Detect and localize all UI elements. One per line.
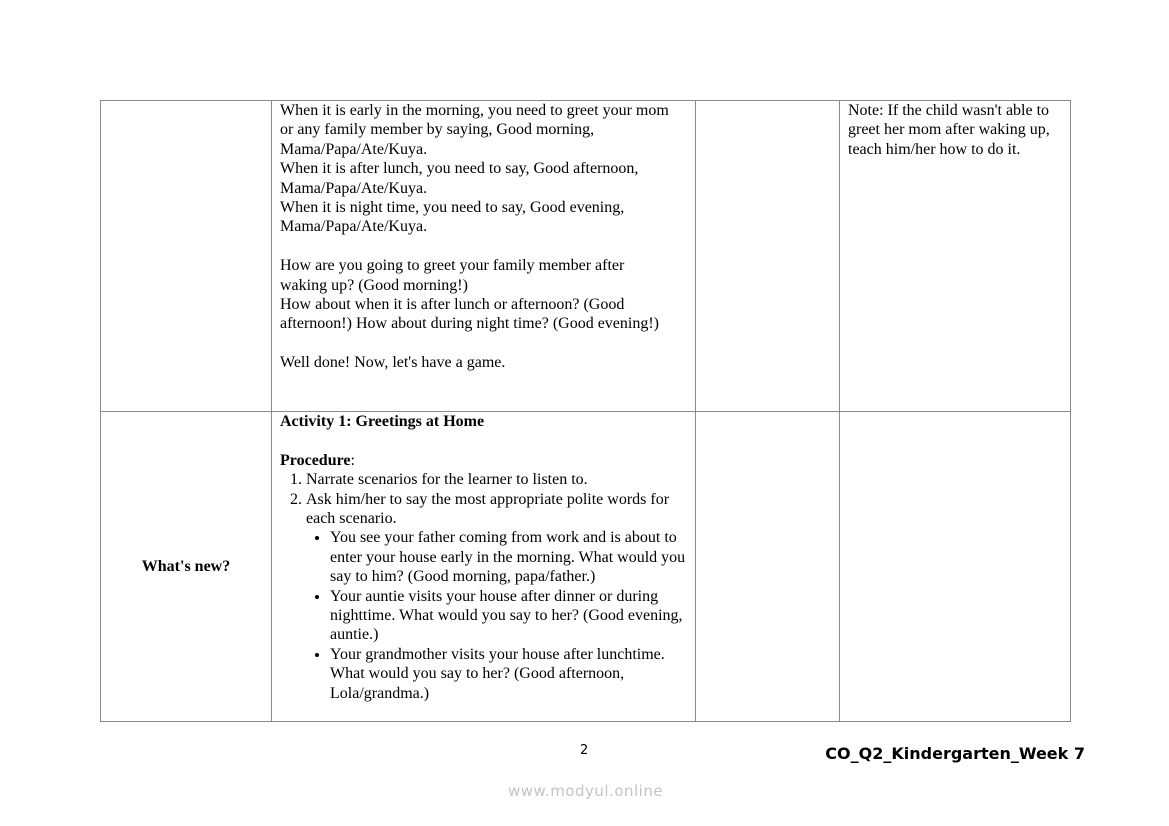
question-line: waking up? (Good morning!) — [280, 276, 468, 294]
text-line: Mama/Papa/Ate/Kuya. — [280, 140, 428, 158]
question-line: How are you going to greet your family member after — [280, 257, 625, 275]
scenario-list — [306, 528, 687, 703]
scenario-item: • Your auntie visits your house after dinner or during nighttime. What would you say to her? (Good evening, auntie.) — [330, 587, 687, 645]
note-cell — [840, 101, 1071, 412]
content-cell — [272, 101, 696, 412]
procedure-label: Procedure — [280, 451, 351, 469]
footer-code: CO_Q2_Kindergarten_Week 7 — [825, 744, 1085, 763]
note-text: Note: If the child wasn't able to greet her mom after waking up, teach him/her how to do it. — [848, 102, 1050, 158]
procedure-steps — [280, 470, 687, 703]
question-line: How about when it is after lunch or afternoon? (Good — [280, 296, 625, 314]
table-row — [101, 412, 1071, 722]
question-line: afternoon!) How about during night time? (Good evening!) — [280, 315, 660, 333]
label-cell — [101, 101, 272, 412]
step-item: 1. Narrate scenarios for the learner to listen to. — [306, 470, 687, 489]
scenario-item: • You see your father coming from work and is about to enter your house early in the morning. What would you say to him? (Good morning, papa/father.) — [330, 528, 687, 586]
scenario-item: • Your grandmother visits your house after lunchtime. What would you say to her? (Good afternoon, Lola/grandma.) — [330, 645, 687, 703]
empty-cell — [696, 412, 840, 722]
lesson-table — [100, 100, 1071, 722]
text-line: Mama/Papa/Ate/Kuya. — [280, 218, 428, 236]
empty-cell — [696, 101, 840, 412]
empty-cell — [840, 412, 1071, 722]
text-line: When it is night time, you need to say, Good evening, — [280, 199, 625, 217]
watermark: www.modyul.online — [508, 782, 664, 800]
closing-line: Well done! Now, let's have a game. — [280, 354, 506, 372]
section-label: What's new? — [101, 412, 272, 722]
step-item: 2. Ask him/her to say the most appropriate polite words for each scenario. • You see your father coming from work and is about to enter your house early in the morning. What would you say to him? (Good morning, papa/father.) • Your auntie visits your house after dinner or during nighttime. What would you say to her? (Good evening, auntie.) • Your grandmother visits your house after lunchtime. What would you say to her? (Good afternoon, Lola/grandma.) — [306, 490, 687, 703]
content-cell: Activity 1: Greetings at Home Procedure: 1. Narrate scenarios for the learner to listen to. 2. Ask him/her to say the most appropriate polite words for each scenario. • You see your father coming from work and is about to enter your house early in the morning. What would you say to him? (Good morning, papa/father.) • Your auntie visits your house after dinner or during nighttime. What would you say to her? (Good evening, auntie.) • Your grandmother visits your house after lunchtime. What would you say to her? (Good afternoon, Lola/grandma.) — [272, 412, 696, 722]
table-row — [101, 101, 1071, 412]
page-number: 2 — [580, 743, 589, 758]
text-line: When it is early in the morning, you need to greet your mom — [280, 102, 669, 119]
activity-title: Activity 1: Greetings at Home — [280, 413, 485, 430]
text-line: or any family member by saying, Good morning, — [280, 121, 595, 139]
text-line: Mama/Papa/Ate/Kuya. — [280, 179, 428, 197]
text-line: When it is after lunch, you need to say, Good afternoon, — [280, 160, 639, 178]
